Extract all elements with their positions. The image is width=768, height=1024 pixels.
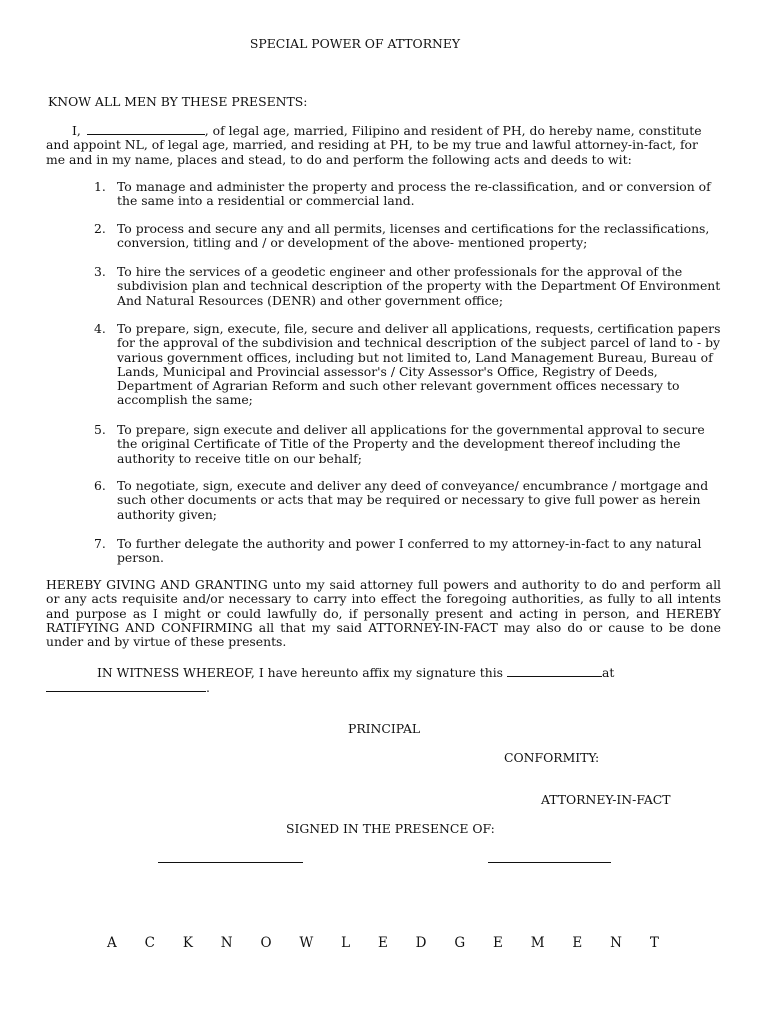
intro-text: , of legal age, married, Filipino and resident of PH, do hereby name, constitute and appoint NL, of legal age, married, and residing at PH, to be my true and lawful attorney-in-fact, for me and in my name, places and stead, to do and perform the following acts and deeds to wit:: [46, 123, 702, 167]
acknowledgement-letter: C: [144, 935, 155, 951]
salutation: KNOW ALL MEN BY THESE PRESENTS:: [48, 94, 308, 109]
document-title: SPECIAL POWER OF ATTORNEY: [249, 36, 461, 51]
signed-presence-label: SIGNED IN THE PRESENCE OF:: [286, 821, 495, 836]
list-item-number: 5.: [94, 422, 106, 437]
witness-paragraph: [46, 665, 721, 696]
principal-label: PRINCIPAL: [348, 721, 421, 736]
acknowledgement-letter: O: [260, 935, 272, 951]
list-item-text: To process and secure any and all permits, licenses and certifications for the reclassifications, conversion, titling and / or development of the above- mentioned property;: [117, 221, 710, 251]
list-item: [94, 180, 724, 209]
acknowledgement-letter: E: [572, 935, 583, 951]
list-item: [94, 265, 724, 308]
acknowledgement-letter: G: [454, 935, 466, 951]
list-item: [94, 479, 724, 522]
acknowledgement-letter: D: [415, 935, 427, 951]
list-item-text: To prepare, sign execute and deliver all applications for the governmental approval to secure the original Certificate of Title of the Property and the development thereof including the authority to receive title on our behalf;: [117, 422, 705, 466]
acknowledgement-letter: E: [377, 935, 388, 951]
list-item-number: 2.: [94, 221, 106, 236]
place-blank-line: [46, 680, 206, 692]
acknowledgement-letter: W: [299, 935, 314, 951]
acknowledgement-letter: T: [649, 935, 659, 951]
witness-signature-line-left: [158, 851, 303, 863]
acknowledgement-heading: [107, 936, 659, 950]
attorney-in-fact-label: ATTORNEY-IN-FACT: [541, 792, 671, 807]
list-item-number: 4.: [94, 321, 106, 336]
list-item-text: To negotiate, sign, execute and deliver any deed of conveyance/ encumbrance / mortgage and such other documents or acts that may be required or necessary to give full power as herein authority given;: [117, 478, 709, 522]
date-blank-line: [507, 665, 602, 677]
acknowledgement-letter: E: [493, 935, 503, 951]
list-item-text: To hire the services of a geodetic engineer and other professionals for the approval of the subdivision plan and technical description of the property with the Department Of Environment And Natural Resources (DENR) and other government office;: [117, 264, 721, 308]
conformity-label: CONFORMITY:: [504, 750, 600, 765]
list-item-number: 7.: [94, 536, 106, 551]
list-item-number: 3.: [94, 264, 106, 279]
witness-text: IN WITNESS WHEREOF, I have hereunto affix my signature this: [97, 665, 504, 680]
intro-prefix: I,: [72, 123, 81, 138]
intro-paragraph: [46, 123, 716, 167]
acknowledgement-letter: L: [341, 935, 351, 951]
list-item: [94, 322, 724, 408]
list-item: [94, 423, 724, 466]
acknowledgement-letter: K: [182, 935, 193, 951]
list-item-text: To prepare, sign, execute, file, secure and deliver all applications, requests, certification papers for the approval of the subdivision and technical description of the subject parcel of land to - by various government offices, including but not limited to, Land Management Bureau, Bureau of Lands, Municipal and Provincial assessor's / City Assessor's Office, Registry of Deeds, Department of Agrarian Reform and such other relevant government offices necessary to accomplish the same;: [117, 321, 721, 408]
acknowledgement-letter: M: [530, 935, 545, 951]
list-item-number: 6.: [94, 478, 106, 493]
granting-paragraph: HEREBY GIVING AND GRANTING unto my said attorney full powers and authority to do and perform all or any acts requisite and/or necessary to carry into effect the foregoing authorities, as fully to all intents and purpose as I might or could lawfully do, if personally present and acting in person, and HEREBY RATIFYING AND CONFIRMING all that my said ATTORNEY-IN-FACT may also do or cause to be done under and by virtue of these presents.: [46, 577, 721, 650]
witness-signature-line-right: [488, 851, 611, 863]
witness-at: at: [601, 665, 615, 680]
list-item: [94, 537, 724, 566]
list-item-text: To further delegate the authority and power I conferred to my attorney-in-fact to any natural person.: [117, 536, 702, 566]
witness-end: .: [206, 680, 210, 696]
list-item: [94, 222, 724, 251]
acknowledgement-letter: A: [107, 935, 117, 951]
list-item-text: To manage and administer the property and process the re-classification, and or conversion of the same into a residential or commercial land.: [117, 179, 711, 209]
list-item-number: 1.: [94, 179, 106, 194]
acknowledgement-letter: N: [610, 935, 622, 951]
acknowledgement-letter: N: [220, 935, 233, 951]
name-blank-line: [87, 123, 205, 135]
